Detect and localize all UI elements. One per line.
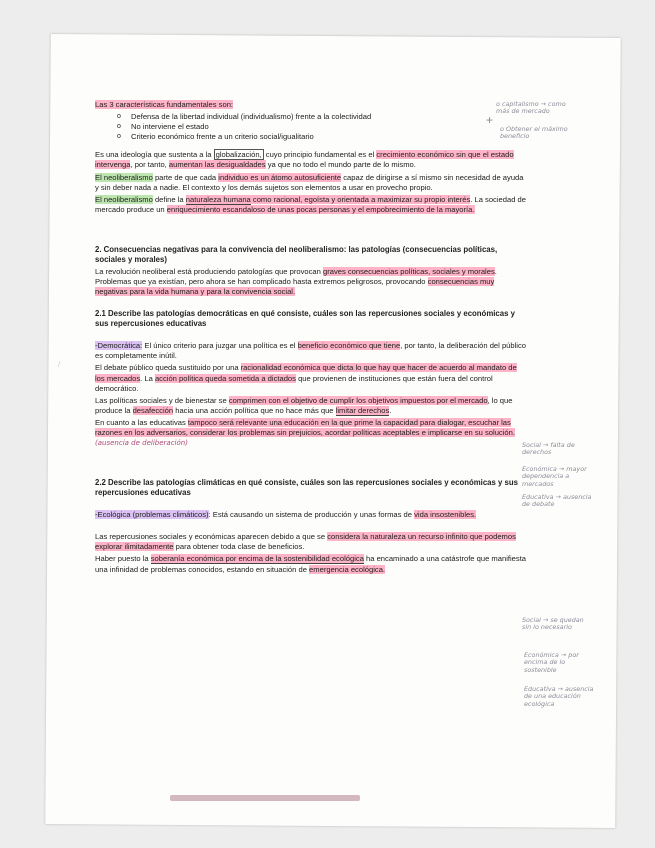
list-item: o No interviene el estado xyxy=(117,122,527,132)
definition-paragraph: Es una ideología que sustenta a la globalización, cuyo principio fundamental es el crecimiento económico sin que el estado intervenga, por tanto, aumentan las desigualdades ya que no todo el mundo parte de lo mismo. xyxy=(95,150,514,170)
margin-note: Social → falta de derechos xyxy=(522,441,575,457)
margin-note: Económica → mayor dependencia a mercados xyxy=(522,465,587,488)
repercussions-paragraph: Las repercusiones sociales y económicas aparecen debido a que se considera la naturaleza un recurso infinito que podemos explorar ilimitadamente para obtener toda clase de beneficios. xyxy=(95,532,516,552)
section-2-1-title: 2.1 Describe las patologías democráticas en qué consiste, cuáles son las repercusiones sociales y económicas y sus repercusiones educativas xyxy=(95,309,515,329)
margin-note: o capitalismo → como más de mercado xyxy=(496,100,566,116)
list-item: o Criterio económico frente a un criterio social/igualitario xyxy=(117,132,527,142)
section-2-2-title: 2.2 Describe las patologías climáticas en qué consiste, cuáles son las repercusiones sociales y económicas y sus repercusiones educativas xyxy=(95,478,518,498)
margin-note: Educativa → ausencia de una educación ecológica xyxy=(524,685,594,708)
margin-note: Educativa → ausencia de debate xyxy=(522,493,592,509)
bleed-through-scribble xyxy=(170,795,360,801)
handwritten-note: (ausencia de deliberación) xyxy=(95,439,188,448)
education-paragraph: En cuanto a las educativas tampoco será relevante una educación en la que prime la capacidad para dialogar, escuchar las razones en los adversarios, considerar los problemas sin prejuicios, acordar políticas aceptables e implicarse en su solución. (ausencia de deliberación) xyxy=(95,417,515,448)
debate-paragraph: El debate público queda sustituido por una racionalidad económica que dicta lo que hay que hacer de acuerdo al mandato de los mercados. La acción política queda sometida a dictados que provienen de instituciones que están fuera del control democrático. xyxy=(95,363,517,393)
sovereignty-paragraph: Haber puesto la soberanía económica por encima de la sostenibilidad ecológica ha encaminado a una catástrofe que manifiesta una infinidad de problemas conocidos, estando en situación de emergencia ecológica. xyxy=(95,554,527,574)
section-2-paragraph: La revolución neoliberal está produciendo patologías que provocan graves consecuencias políticas, sociales y morales. Problemas que ya existían, pero ahora se han complicado hasta extremos peligrosos, provocando consecuencias muy negativas para la vida humana y para la convivencia social. xyxy=(95,266,497,297)
welfare-paragraph: Las políticas sociales y de bienestar se comprimen con el objetivo de cumplir los objetivos impuestos por el mercado, lo que produce la desafección hacia una acción política que no hace más que limitar derechos. xyxy=(95,395,513,415)
section-2-title: 2. Consecuencias negativas para la convivencia del neoliberalismo: las patologías (consecuencias políticas, sociales y morales) xyxy=(95,244,498,264)
human-nature-paragraph: El neoliberalismo define la naturaleza humana como racional, egoísta y orientada a maximizar su propio interés. La sociedad de mercado produce un enriquecimiento escandaloso de unas pocas personas y el empobrecimiento de la mayoría. xyxy=(95,194,526,214)
margin-note: Económica → por encima de lo sostenible xyxy=(524,651,579,674)
paper-mark: / xyxy=(58,360,61,369)
plus-mark: + xyxy=(486,113,494,127)
margin-note: Social → se quedan sin lo necesario xyxy=(522,616,584,632)
document-body xyxy=(95,100,527,577)
list-item: o Defensa de la libertad individual (individualismo) frente a la colectividad xyxy=(117,112,527,122)
ecological-paragraph: -Ecológica (problemas climáticos): Está causando un sistema de producción y unas formas de vida insostenibles. xyxy=(95,510,477,520)
intro-lead: Las 3 características fundamentales son: xyxy=(95,100,234,109)
atom-paragraph: El neoliberalismo parte de que cada individuo es un átomo autosuficiente capaz de dirigirse a sí mismo sin necesidad de ayuda y sin deber nada a nadie. El contexto y los demás sujetos son elementos a usar en provecho propio. xyxy=(95,172,524,192)
democratic-paragraph: -Democrática: El único criterio para juzgar una política es el beneficio económico que tiene, por tanto, la deliberación del público es completamente inútil. xyxy=(95,341,527,361)
margin-note: o Obtener el máximo beneficio xyxy=(500,125,568,141)
features-list xyxy=(95,112,527,142)
